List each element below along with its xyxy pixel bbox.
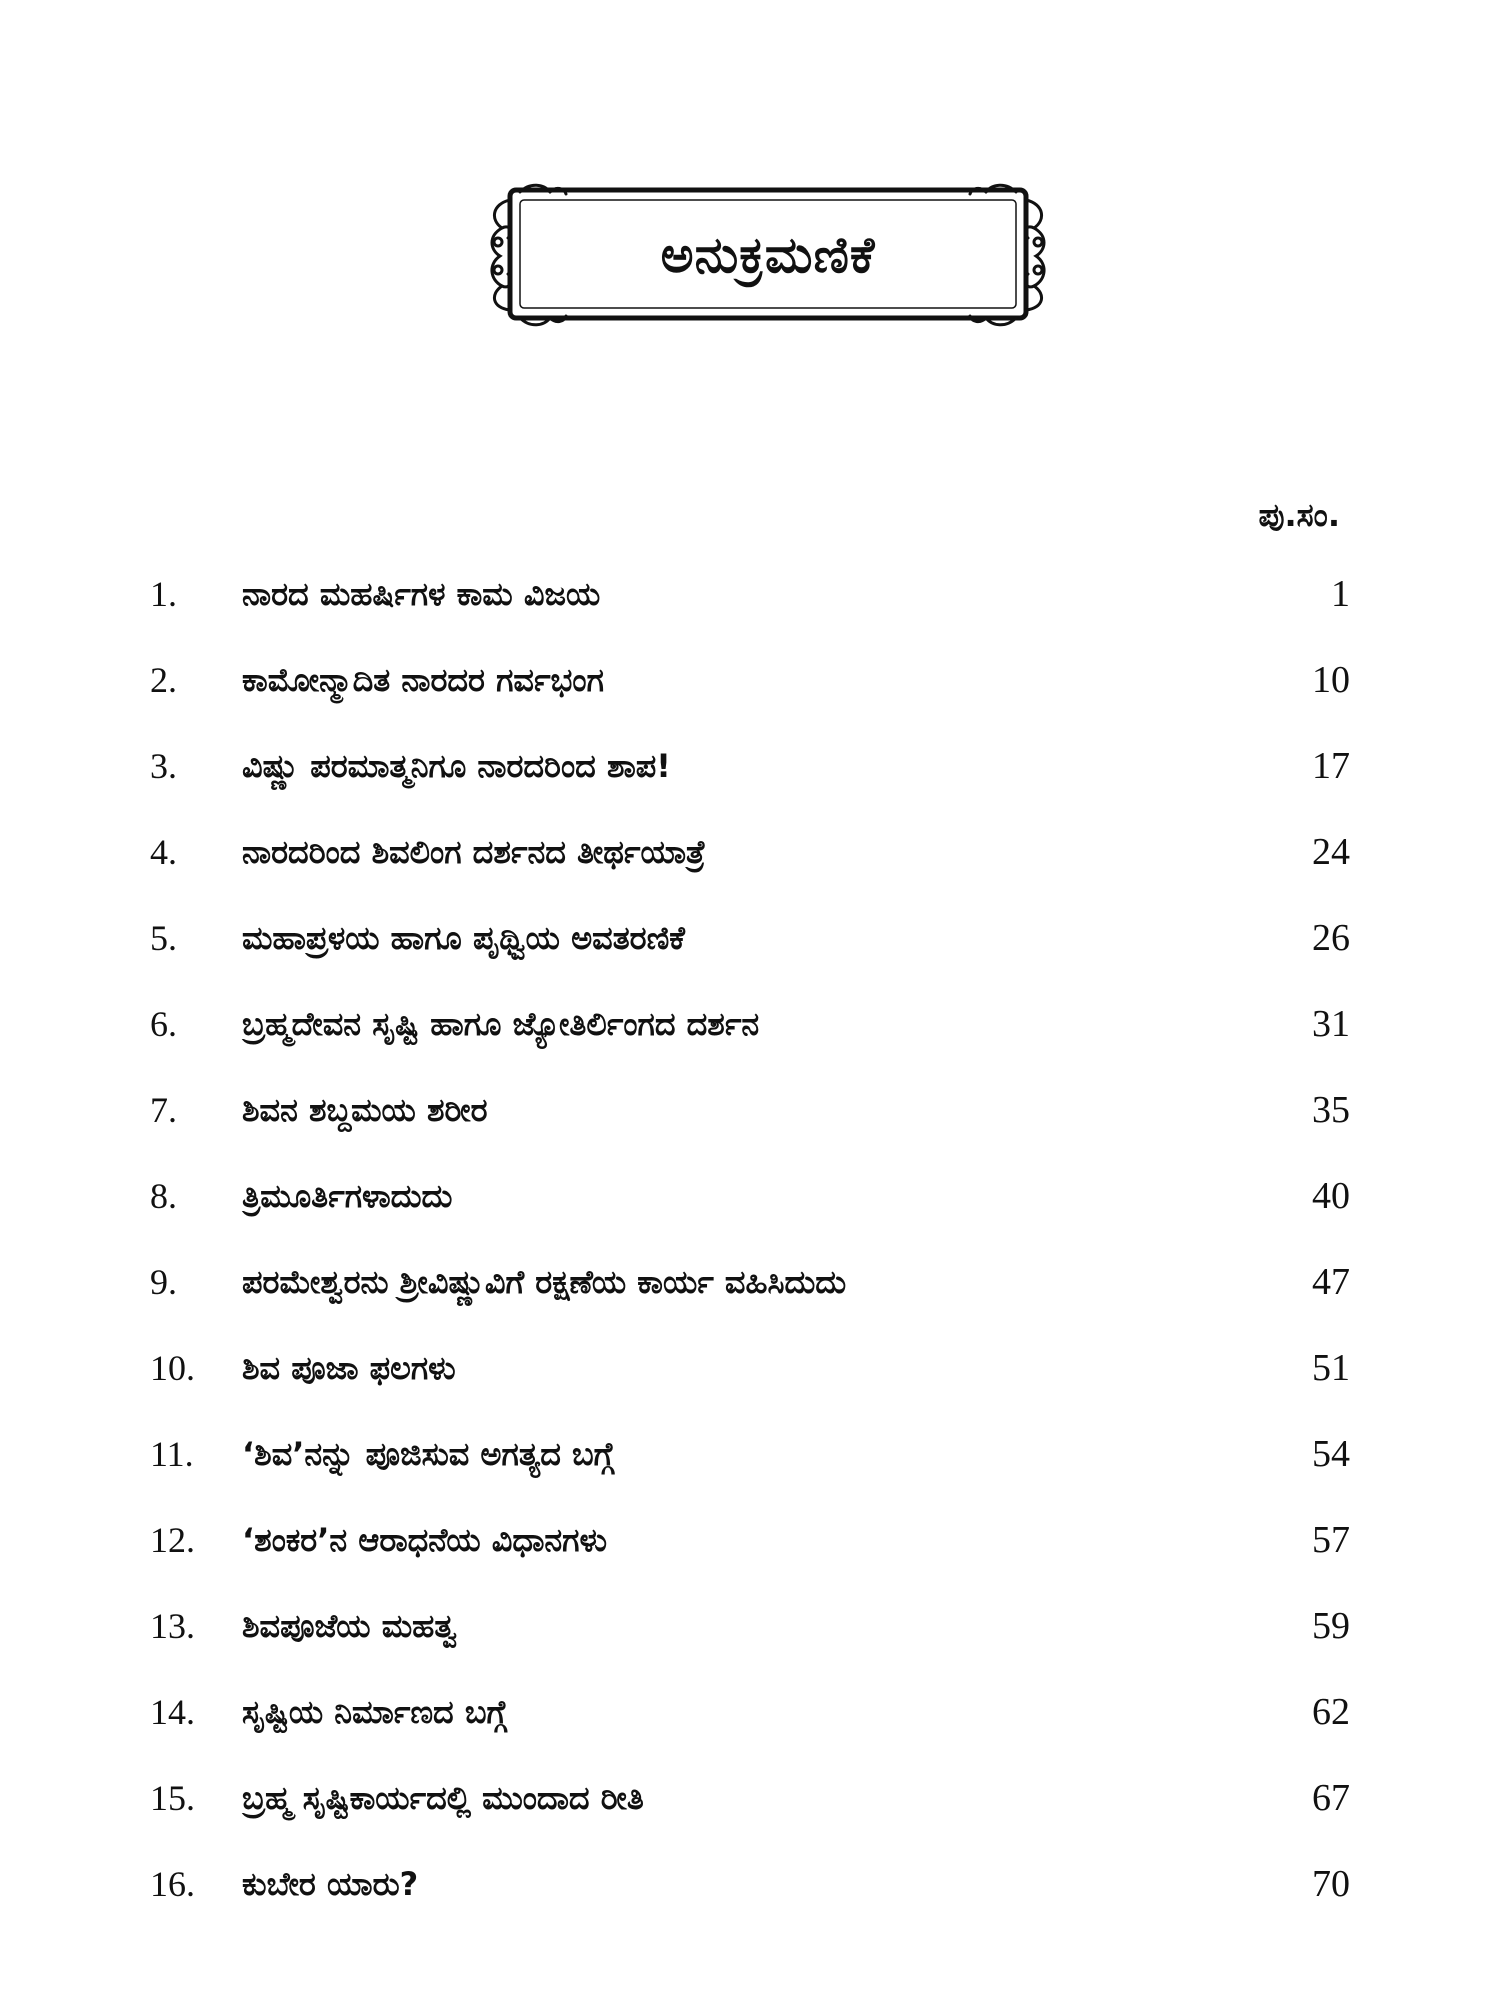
toc-row <box>150 740 1350 826</box>
toc-entry-number: 6. <box>150 1004 177 1044</box>
toc-entry-number: 10. <box>150 1348 195 1388</box>
toc-row <box>150 1342 1350 1428</box>
toc-entry-page: 51 <box>1312 1347 1350 1389</box>
toc-row <box>150 654 1350 740</box>
toc-entry-number: 7. <box>150 1090 177 1130</box>
toc-row <box>150 1084 1350 1170</box>
toc-entry-title: ‘ಶಿವ’ನನ್ನು ಪೂಜಿಸುವ ಅಗತ್ಯದ ಬಗ್ಗೆ <box>242 1435 615 1473</box>
toc-entry-number: 13. <box>150 1606 195 1646</box>
toc-row <box>150 912 1350 998</box>
toc-entry-page: 70 <box>1312 1863 1350 1905</box>
toc-entry-page: 31 <box>1312 1003 1350 1045</box>
toc-entry-page: 10 <box>1312 659 1350 701</box>
toc-entry-title: ವಿಷ್ಣು ಪರಮಾತ್ಮನಿಗೂ ನಾರದರಿಂದ ಶಾಪ! <box>242 747 671 785</box>
toc-entry-title: ಬ್ರಹ್ಮದೇವನ ಸೃಷ್ಟಿ ಹಾಗೂ ಜ್ಯೋತಿರ್ಲಿಂಗದ ದರ್ಶನ <box>242 1005 760 1043</box>
toc-row <box>150 826 1350 912</box>
toc-entry-number: 14. <box>150 1692 195 1732</box>
toc-entry-number: 12. <box>150 1520 195 1560</box>
toc-entry-title: ಪರಮೇಶ್ವರನು ಶ್ರೀವಿಷ್ಣುವಿಗೆ ರಕ್ಷಣೆಯ ಕಾರ್ಯ ವಹಿಸಿದುದು <box>242 1263 847 1301</box>
toc-entry-page: 59 <box>1312 1605 1350 1647</box>
toc-row <box>150 568 1350 654</box>
toc-entry-title: ಮಹಾಪ್ರಳಯ ಹಾಗೂ ಪೃಥ್ವಿಯ ಅವತರಣಿಕೆ <box>242 919 685 957</box>
toc-entry-number: 5. <box>150 918 177 958</box>
toc-entry-number: 9. <box>150 1262 177 1302</box>
toc-entry-page: 57 <box>1312 1519 1350 1561</box>
table-of-contents <box>150 568 1350 1944</box>
toc-entry-number: 1. <box>150 574 177 614</box>
toc-row <box>150 1256 1350 1342</box>
toc-entry-title: ಶಿವನ ಶಬ್ದಮಯ ಶರೀರ <box>242 1091 488 1129</box>
toc-entry-title: ‘ಶಂಕರ’ನ ಆರಾಧನೆಯ ವಿಧಾನಗಳು <box>242 1521 608 1559</box>
toc-entry-page: 24 <box>1312 831 1350 873</box>
toc-entry-number: 8. <box>150 1176 177 1216</box>
toc-entry-page: 54 <box>1312 1433 1350 1475</box>
title-frame <box>484 180 1052 330</box>
toc-entry-page: 35 <box>1312 1089 1350 1131</box>
toc-entry-title: ಶಿವ ಪೂಜಾ ಫಲಗಳು <box>242 1349 456 1387</box>
toc-entry-page: 1 <box>1331 573 1350 615</box>
page-number-column-heading: ಪು.ಸಂ. <box>1258 496 1340 534</box>
toc-entry-title: ಬ್ರಹ್ಮ ಸೃಷ್ಟಿಕಾರ್ಯದಲ್ಲಿ ಮುಂದಾದ ರೀತಿ <box>242 1779 644 1817</box>
toc-entry-title: ನಾರದ ಮಹರ್ಷಿಗಳ ಕಾಮ ವಿಜಯ <box>242 575 601 613</box>
toc-row <box>150 1600 1350 1686</box>
toc-entry-number: 3. <box>150 746 177 786</box>
toc-entry-page: 17 <box>1312 745 1350 787</box>
toc-entry-title: ತ್ರಿಮೂರ್ತಿಗಳಾದುದು <box>242 1177 453 1215</box>
toc-row <box>150 1858 1350 1944</box>
toc-entry-number: 15. <box>150 1778 195 1818</box>
toc-entry-title: ಶಿವಪೂಜೆಯ ಮಹತ್ವ <box>242 1607 458 1645</box>
toc-entry-title: ಕುಬೇರ ಯಾರು? <box>242 1865 419 1903</box>
page-title: ಅನುಕ್ರಮಣಿಕೆ <box>660 225 876 284</box>
toc-entry-number: 11. <box>150 1434 194 1474</box>
toc-entry-page: 40 <box>1312 1175 1350 1217</box>
toc-entry-page: 26 <box>1312 917 1350 959</box>
toc-row <box>150 998 1350 1084</box>
toc-entry-title: ನಾರದರಿಂದ ಶಿವಲಿಂಗ ದರ್ಶನದ ತೀರ್ಥಯಾತ್ರೆ <box>242 833 706 871</box>
toc-entry-page: 47 <box>1312 1261 1350 1303</box>
toc-row <box>150 1772 1350 1858</box>
toc-row <box>150 1428 1350 1514</box>
toc-row <box>150 1514 1350 1600</box>
toc-entry-number: 4. <box>150 832 177 872</box>
toc-entry-number: 2. <box>150 660 177 700</box>
toc-entry-number: 16. <box>150 1864 195 1904</box>
toc-row <box>150 1686 1350 1772</box>
toc-entry-page: 62 <box>1312 1691 1350 1733</box>
toc-row <box>150 1170 1350 1256</box>
toc-entry-title: ಸೃಷ್ಟಿಯ ನಿರ್ಮಾಣದ ಬಗ್ಗೆ <box>242 1693 507 1731</box>
toc-entry-page: 67 <box>1312 1777 1350 1819</box>
toc-entry-title: ಕಾಮೋನ್ಮಾದಿತ ನಾರದರ ಗರ್ವಭಂಗ <box>242 661 604 699</box>
